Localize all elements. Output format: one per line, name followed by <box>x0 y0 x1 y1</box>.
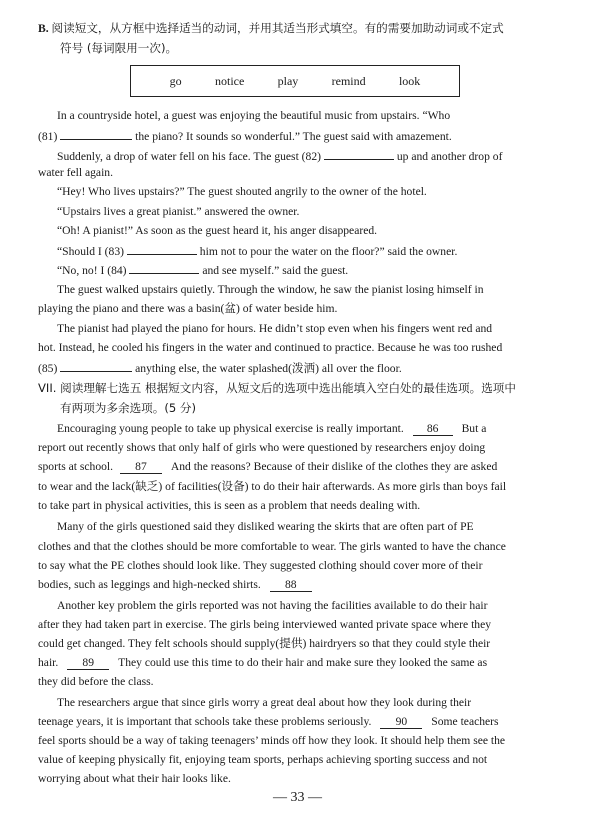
answer-blank-86[interactable]: 86 <box>413 423 453 436</box>
passage-text: Suddenly, a drop of water fell on his face. The guest (82) <box>57 150 322 163</box>
passage-b-line: “Hey! Who lives upstairs?” The guest shouted angrily to the owner of the hotel. <box>57 185 427 198</box>
answer-blank-87[interactable]: 87 <box>120 461 162 474</box>
blank-number: (85) <box>38 362 58 375</box>
word-option: notice <box>214 73 245 88</box>
passage-b-line <box>57 243 457 259</box>
passage-b-line: hot. Instead, he cooled his fingers in the water and continued to practice. Because he was too rushed <box>38 341 503 354</box>
passage-vii-line <box>38 460 497 474</box>
passage-vii-line: to wear and the lack(缺乏) of facilities(设备) to do their hair afterwards. As more girls than boys fail <box>38 480 507 493</box>
passage-text: anything else, the water splashed(泼洒) all over the floor. <box>135 362 402 375</box>
passage-text: the piano? It sounds so wonderful.” The guest said with amazement. <box>135 130 452 143</box>
passage-vii-line <box>38 656 487 670</box>
section-b-instruction-line1: 阅读短文，从方框中选择适当的动词，并用其适当形式填空。有的需要加助动词或不定式 <box>51 21 504 35</box>
page-number: — 33 — <box>273 790 322 805</box>
passage-vii-line: clothes and that the clothes should be more comfortable to wear. The girls wanted to have the chance <box>38 540 506 553</box>
passage-text: up and another drop of <box>396 150 503 163</box>
passage-vii-line: feel sports should be a way of taking teenagers’ minds off how they look. It should help them see the <box>38 734 506 747</box>
passage-vii-line: to take part in physical activities, this is seen as a problem that needs dealing with. <box>38 499 421 512</box>
passage-vii-line: to say what the PE clothes should look like. They suggested clothing should cover more of their <box>38 559 483 572</box>
answer-blank-90[interactable]: 90 <box>380 716 422 729</box>
passage-b-line: “Upstairs lives a great pianist.” answered the owner. <box>57 205 300 218</box>
passage-text: But a <box>461 422 487 435</box>
answer-blank-83[interactable] <box>127 243 197 255</box>
word-option: remind <box>331 73 366 88</box>
passage-b-line <box>57 148 502 164</box>
passage-vii-line <box>38 578 312 592</box>
answer-blank-82[interactable] <box>324 148 394 160</box>
word-option: play <box>277 73 299 88</box>
answer-blank-81[interactable] <box>60 128 132 140</box>
passage-vii-line: The researchers argue that since girls worry a great deal about how they look during their <box>57 696 472 709</box>
section-b-label: B. <box>38 22 49 35</box>
section-vii-heading: VII. 阅读理解七选五 根据短文内容，从短文后的选项中选出能填入空白处的最佳选项。选项中 <box>38 381 516 395</box>
section-vii-heading-line2: 有两项为多余选项。(5 分) <box>60 401 197 415</box>
passage-vii-line: could get changed. They felt schools should supply(提供) hairdryers so that they could style their <box>38 637 491 650</box>
passage-text: “Should I (83) <box>57 245 124 258</box>
passage-text: Some teachers <box>431 715 499 728</box>
passage-b-line: “Oh! A pianist!” As soon as the guest heard it, his anger disappeared. <box>57 224 378 237</box>
passage-text: Encouraging young people to take up physical exercise is really important. <box>57 422 404 435</box>
passage-vii-line <box>38 715 499 729</box>
passage-text: And the reasons? Because of their dislike of the clothes they are asked <box>170 460 498 473</box>
passage-b-line: water fell again. <box>38 166 113 179</box>
passage-b-line <box>57 262 348 278</box>
passage-vii-line: after they had taken part in exercise. The girls being interviewed wanted private space where they <box>38 618 492 631</box>
answer-blank-88[interactable]: 88 <box>270 579 312 592</box>
passage-b-line: playing the piano and there was a basin(盆) of water beside him. <box>38 302 338 315</box>
answer-blank-85[interactable] <box>60 360 132 372</box>
passage-text: him not to pour the water on the floor?” said the owner. <box>199 245 458 258</box>
passage-b-line <box>38 128 452 144</box>
answer-blank-84[interactable] <box>129 262 199 274</box>
passage-text: hair. <box>38 656 59 669</box>
passage-text: sports at school. <box>38 460 114 473</box>
passage-b-line: In a countryside hotel, a guest was enjoying the beautiful music from upstairs. “Who <box>57 109 451 122</box>
word-option: go <box>169 73 182 88</box>
word-box <box>130 65 460 97</box>
passage-vii-line: report out recently shows that only half of girls who were questioned by researchers enjoy doing <box>38 441 486 454</box>
section-b-instruction-line2: 符号 (每词限用一次)。 <box>60 41 178 55</box>
passage-b-line <box>38 360 402 376</box>
passage-vii-line <box>57 422 486 436</box>
passage-vii-line: value of keeping physically fit, enjoying team sports, perhaps achieving sporting success and not <box>38 753 488 766</box>
passage-text: They could use this time to do their hair and make sure they looked the same as <box>118 656 488 669</box>
blank-number: (81) <box>38 130 58 143</box>
passage-text: teenage years, it is important that schools take these problems seriously. <box>38 715 372 728</box>
passage-text: and see myself.” said the guest. <box>202 264 349 277</box>
passage-vii-line: Many of the girls questioned said they disliked wearing the skirts that are often part of PE <box>57 520 474 533</box>
passage-vii-line: they did before the class. <box>38 675 154 688</box>
answer-blank-89[interactable]: 89 <box>67 657 109 670</box>
passage-b-line: The pianist had played the piano for hours. He didn’t stop even when his fingers went red and <box>57 322 493 335</box>
passage-vii-line: worrying about what their hair looks like. <box>38 772 231 785</box>
passage-b-line: The guest walked upstairs quietly. Through the window, he saw the pianist losing himself in <box>57 283 484 296</box>
passage-text: bodies, such as leggings and high-necked shirts. <box>38 578 261 591</box>
section-b-instruction <box>38 21 504 36</box>
passage-vii-line: Another key problem the girls reported was not having the facilities available to do their hair <box>57 599 488 612</box>
passage-text: “No, no! I (84) <box>57 264 127 277</box>
word-option: look <box>398 73 421 88</box>
